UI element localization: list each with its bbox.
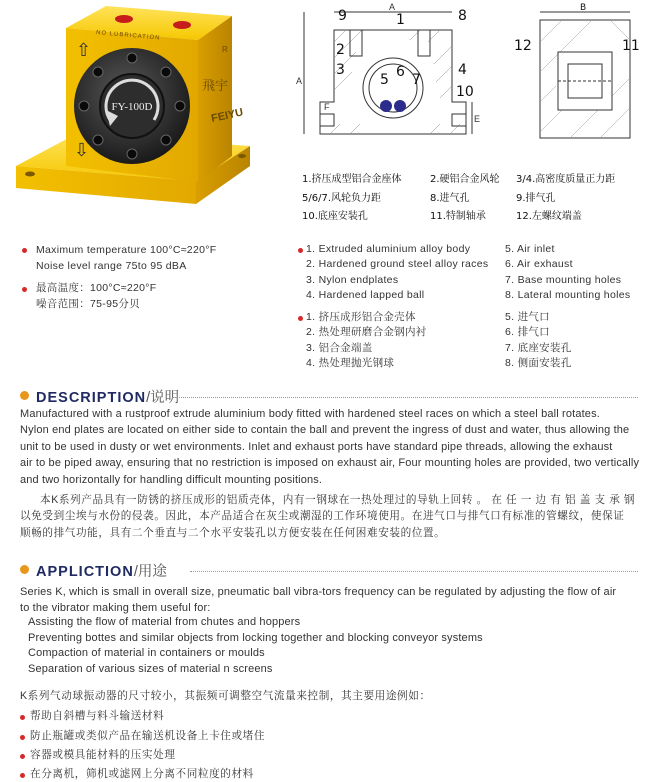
description-heading [36, 386, 179, 407]
callout-7: 7 [412, 72, 421, 88]
paragraph-line: and two horizontally for handling difficult mounting positions. [20, 473, 323, 486]
list-item: 2. 热处理研磨合金钢内衬 [306, 326, 427, 339]
description-divider [172, 397, 638, 398]
list-item: 4. Hardened lapped ball [306, 288, 425, 301]
application-title: APPLICTION [36, 564, 134, 580]
spec-bullet-icon [22, 248, 27, 253]
arrow-up-icon: ⇧ [76, 40, 92, 60]
use-bullet-icon [20, 735, 25, 740]
parts-legend-2: 2.硬铝合金风轮 [430, 174, 500, 185]
product-photo [6, 6, 256, 231]
list-item: Compaction of material in containers or moulds [28, 647, 265, 660]
paragraph-line: 本K系列产品具有一防锈的挤压成形的铝质壳体，内有一钢球在一热处理过的导轨上回转 。 在 任 一 边 有 铝 盖 支 承 钢 [40, 494, 636, 506]
spec-en-line-1: Maximum temperature 100°C≈220°F [36, 244, 217, 256]
list-item: 3. Nylon endplates [306, 273, 399, 286]
list-item: Assisting the flow of material from chutes and hoppers [28, 616, 301, 628]
list-item: 5. Air inlet [505, 243, 555, 255]
use-bullet-icon [20, 754, 25, 759]
paragraph-line: 以免受到尘埃与水份的侵袭。因此，本产品适合在灰尘或潮湿的工作环境使用。在进气口与排气口有标准的管螺纹，使保证 [20, 510, 625, 523]
parts-legend-6: 9.排气孔 [516, 193, 556, 204]
callout-8: 8 [458, 8, 467, 24]
paragraph-line: 顺畅的排气功能，具有二个垂直与二个水平安装孔以方便安装在任何困难安装的位置。 [20, 526, 446, 539]
brand-logo-en: FEIYU [210, 106, 245, 125]
list-item: 3. 铝合金端盖 [306, 341, 373, 354]
parts-legend-4: 5/6/7.风轮负力距 [302, 193, 382, 204]
dim-a-horizontal: A [389, 2, 396, 12]
callout-4: 4 [458, 62, 467, 78]
use-cn-1: 帮助自斜槽与料斗输送材料 [30, 710, 165, 722]
paragraph-line: Manufactured with a rustproof extrude aluminium body fitted with hardened steel races on which a steel ball rotates. [20, 408, 600, 420]
list-item: 7. Base mounting holes [505, 273, 622, 286]
parts-legend-8: 11.特制轴承 [430, 211, 486, 222]
side-text: NO LUBRICATION [95, 30, 161, 42]
use-cn-3: 容器或模具能材料的压实处理 [30, 749, 176, 761]
list-item: Separation of various sizes of material n screens [28, 662, 273, 675]
list-item: 8. Lateral mounting holes [505, 288, 631, 301]
list-item: 6. 排气口 [505, 326, 550, 339]
description-title-cn: /说明 [146, 390, 180, 406]
callout-9: 9 [338, 8, 347, 24]
parts-en-bullet-icon [298, 248, 303, 253]
arrow-down-icon: ⇩ [74, 140, 90, 160]
paragraph-line: unit to be used in dusty or wet environments. Inlet and exhaust ports have standard pipe threads, allowing the exhaust [20, 440, 613, 453]
list-item: 2. Hardened ground steel alloy races [306, 258, 489, 271]
callout-5: 5 [380, 72, 389, 88]
list-item: 4. 热处理抛光钢球 [306, 356, 395, 369]
list-item: 8. 侧面安装孔 [505, 356, 572, 369]
dim-e: E [474, 114, 480, 124]
dim-b: B [580, 3, 587, 13]
description-title: DESCRIPTION [36, 390, 147, 406]
application-intro [20, 584, 616, 617]
application-uses-en [28, 615, 483, 677]
use-cn-2: 防止瓶罐或类似产品在输送机设备上卡住或堵住 [30, 730, 266, 742]
use-cn-4: 在分离机，筛机或滤网上分离不同粒度的材料 [30, 768, 254, 780]
list-item: 5. 进气口 [505, 311, 550, 323]
parts-legend-1: 1.挤压成型铝合金座体 [302, 174, 402, 185]
description-cn [20, 492, 635, 541]
registered-mark: R [222, 45, 228, 54]
parts-cn-bullet-icon [298, 316, 303, 321]
side-section-drawing [510, 2, 650, 162]
application-divider [190, 571, 638, 572]
spec-en-line-2: Noise level range 75to 95 dBA [36, 260, 187, 272]
parts-legend-5: 8.进气孔 [430, 193, 470, 204]
list-item: 7. 底座安装孔 [505, 341, 572, 354]
application-heading [36, 560, 167, 581]
spec-cn-line-2: 噪音范围：75-95分贝 [36, 298, 140, 310]
paragraph-line: air to be piped away, ensuring that no restriction is imposed on exhaust air, Four mounting holes are provided, two vertically [20, 457, 640, 470]
list-item: 1. Extruded aluminium alloy body [306, 243, 471, 255]
use-bullet-icon [20, 773, 25, 778]
paragraph-line: Series K, which is small in overall size, pneumatic ball vibra-tors frequency can be regulated by adjusting the flow of air [20, 586, 617, 598]
application-title-cn: /用途 [133, 564, 167, 580]
description-bullet-icon [20, 391, 29, 400]
dim-f: F [324, 102, 330, 112]
spec-cn-line-1: 最高温度：100°C≈220°F [36, 282, 157, 294]
application-intro-cn: K系列气动球振动器的尺寸较小，其振频可调整空气流量来控制，其主要用途例如： [20, 690, 431, 702]
front-section-drawing [290, 2, 480, 162]
callout-6: 6 [396, 64, 405, 80]
description-en [20, 406, 639, 488]
callout-10: 10 [456, 84, 474, 100]
parts-cn-left-list [306, 310, 427, 371]
parts-legend-3: 3/4.高密度质量正力距 [516, 174, 616, 185]
callout-2: 2 [336, 42, 345, 58]
callout-12: 12 [514, 38, 532, 54]
callout-11: 11 [622, 38, 640, 54]
paragraph-line: Nylon end plates are located on either side to contain the ball and prevent the ingress of dust and water, thus allowing the [20, 424, 630, 437]
brand-logo-cn: 飛宇 [202, 79, 229, 94]
parts-legend-7: 10.底座安装孔 [302, 211, 368, 222]
list-item: 1. 挤压成形铝合金壳体 [306, 311, 416, 323]
callout-1: 1 [396, 12, 405, 28]
list-item: Preventing bottes and similar objects from locking together and blocking conveyor systems [28, 631, 483, 644]
parts-en-right-list [505, 242, 630, 303]
parts-en-left-list [306, 242, 488, 303]
list-item: 6. Air exhaust [505, 258, 573, 271]
dim-a-vertical: A [296, 76, 303, 86]
callout-3: 3 [336, 62, 345, 78]
paragraph-line: to the vibrator making them useful for: [20, 602, 211, 615]
application-bullet-icon [20, 565, 29, 574]
spec-bullet-icon [22, 287, 27, 292]
model-label: FY-100D [111, 101, 153, 113]
parts-legend-9: 12.左螺纹端盖 [516, 211, 582, 222]
parts-cn-right-list [505, 310, 572, 371]
use-bullet-icon [20, 715, 25, 720]
